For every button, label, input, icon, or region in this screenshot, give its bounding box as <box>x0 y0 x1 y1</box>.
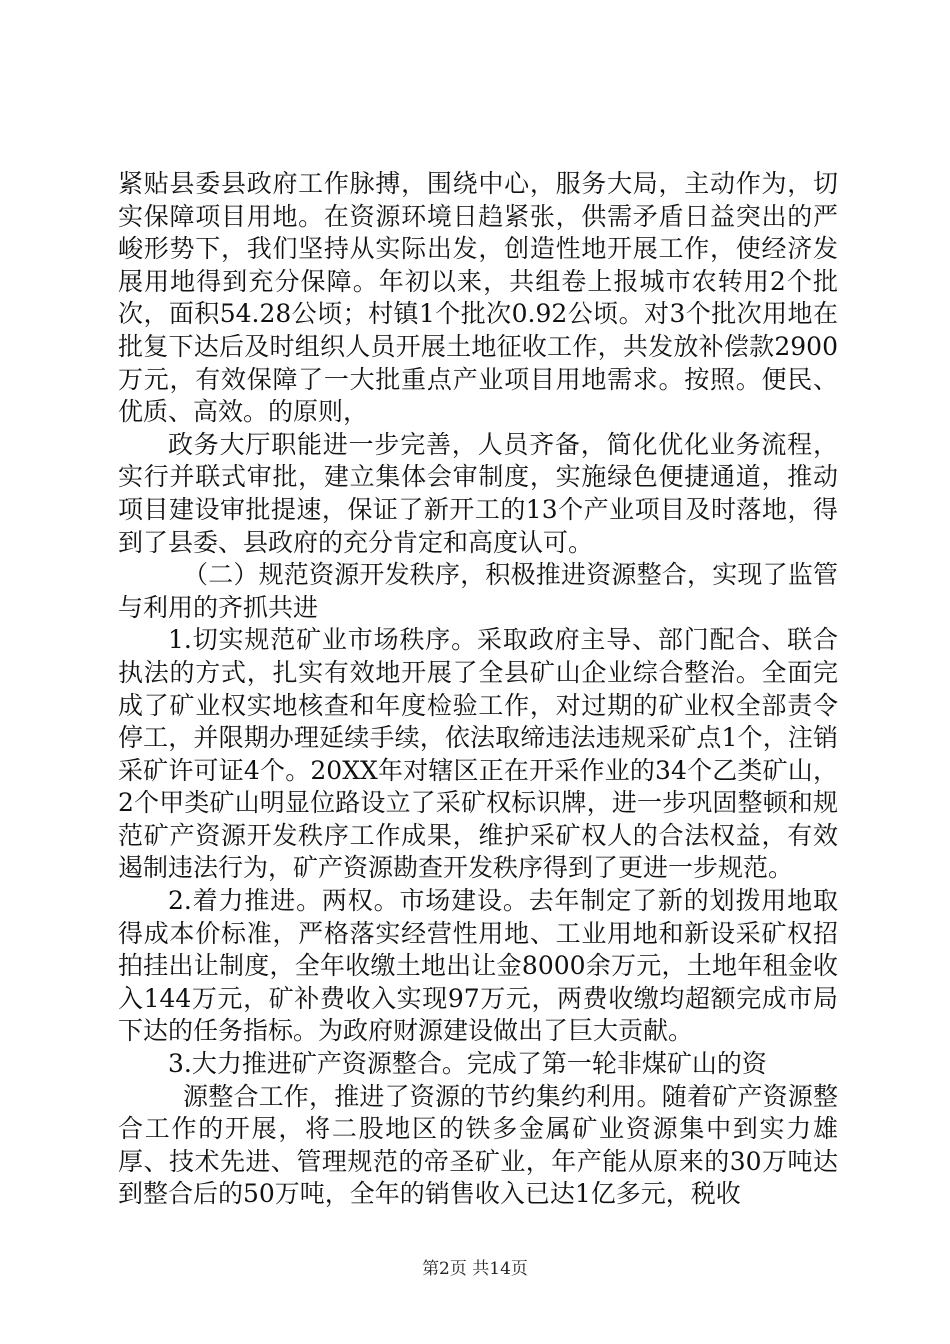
document-body <box>118 168 838 1211</box>
section-heading-2: （二）规范资源开发秩序，积极推进资源整合，实现了监管与利用的齐抓共进 <box>118 560 838 622</box>
paragraph-item-1: 1.切实规范矿业市场秩序。采取政府主导、部门配合、联合执法的方式，扎实有效地开展了全县矿山企业综合整治。全面完成了矿业权实地核查和年度检验工作，对过期的矿业权全部责令停工，并限期办理延续手续，依法取缔违法违规采矿点1个，注销采矿许可证4个。20XX年对辖区正在开采作业的34个乙类矿山，2个甲类矿山明显位路设立了采矿权标识牌，进一步巩固整顿和规范矿产资源开发秩序工作成果，维护采矿权人的合法权益，有效遏制违法行为，矿产资源勘查开发秩序得到了更进一步规范。 <box>118 625 838 883</box>
paragraph-item-3-continued: 源整合工作，推进了资源的节约集约利用。随着矿产资源整合工作的开展，将二股地区的铁多金属矿业资源集中到实力雄厚、技术先进、管理规范的帝圣矿业，年产能从原来的30万吨达到整合后的50万吨，全年的销售收入已达1亿多元，税收 <box>118 1081 838 1209</box>
paragraph-government-hall: 政务大厅职能进一步完善，人员齐备，简化优化业务流程，实行并联式审批，建立集体会审制度，实施绿色便捷通道，推动项目建设审批提速，保证了新开工的13个产业项目及时落地，得到了县委、县政府的充分肯定和高度认可。 <box>118 429 838 557</box>
paragraph-item-3: 3.大力推进矿产资源整合。完成了第一轮非煤矿山的资 <box>168 1049 767 1079</box>
paragraph-land-guarantee: 紧贴县委县政府工作脉搏，围绕中心，服务大局，主动作为，切实保障项目用地。在资源环境日趋紧张，供需矛盾日益突出的严峻形势下，我们坚持从实际出发，创造性地开展工作，使经济发展用地得到充分保障。年初以来，共组卷上报城市农转用2个批次，面积54.28公顷；村镇1个批次0.92公顷。对3个批次用地在批复下达后及时组织人员开展土地征收工作，共发放补偿款2900万元，有效保障了一大批重点产业项目用地需求。按照。便民、优质、高效。的原则， <box>118 169 838 427</box>
page-footer: 第2页 共14页 <box>422 1259 528 1279</box>
paragraph-item-2: 2.着力推进。两权。市场建设。去年制定了新的划拨用地取得成本价标准，严格落实经营性用地、工业用地和新设采矿权招拍挂出让制度，全年收缴土地出让金8000余万元，土地年租金收入144万元，矿补费收入实现97万元，两费收缴均超额完成市局下达的任务指标。为政府财源建设做出了巨大贡献。 <box>118 886 838 1046</box>
